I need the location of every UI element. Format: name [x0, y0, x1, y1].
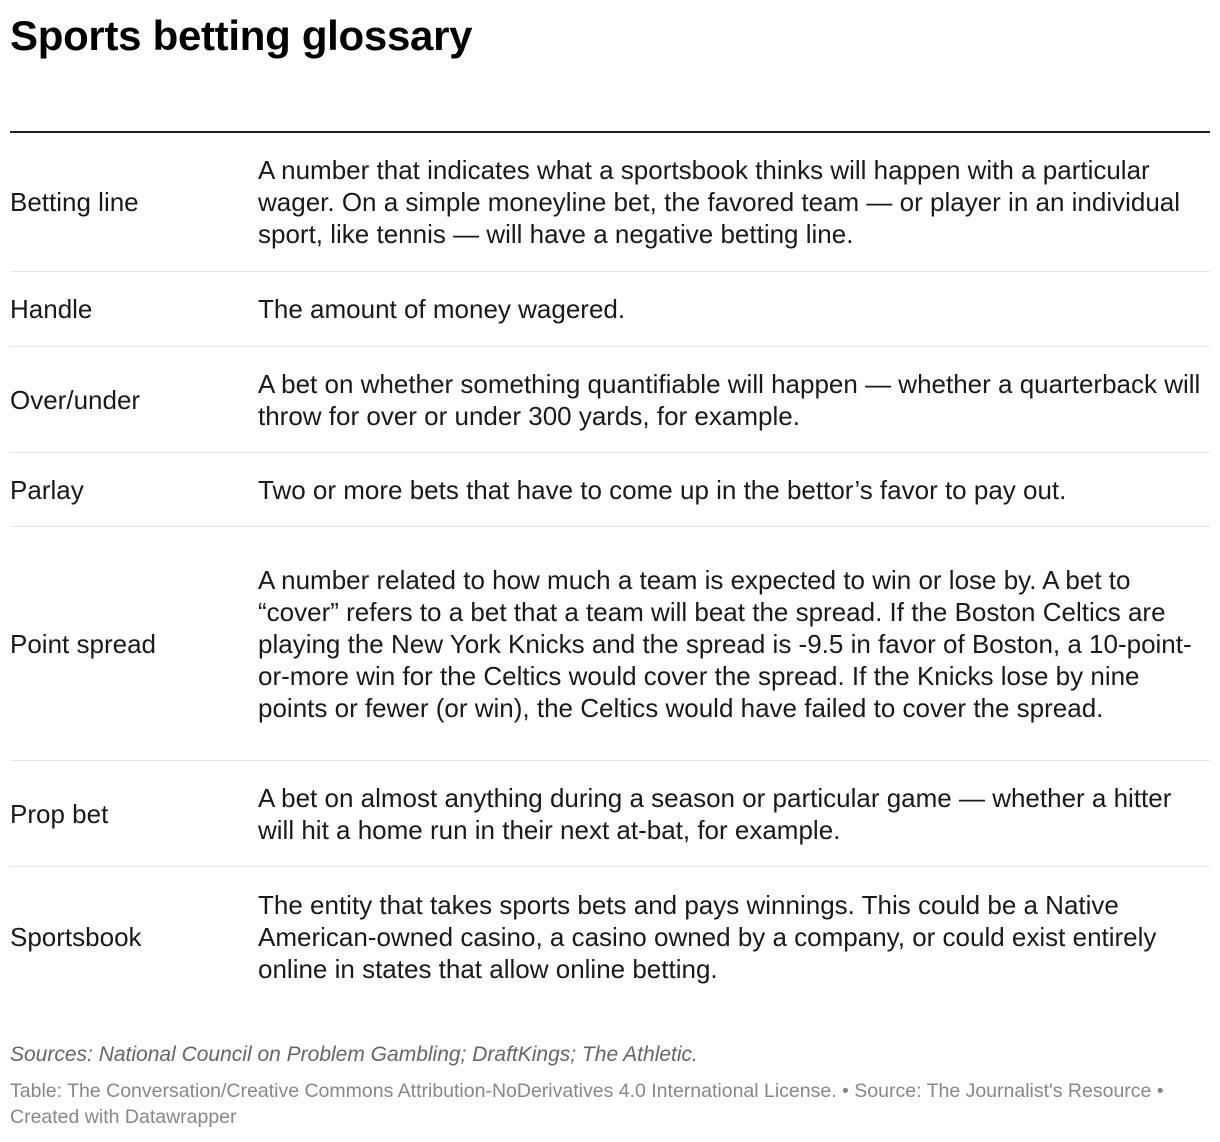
definition-cell: A bet on whether something quantifiable will happen — whether a quarterback will throw for over or under 300 yards, for example. — [258, 368, 1201, 431]
table-row — [10, 272, 1210, 347]
table-row — [10, 761, 1210, 867]
sources-note: Sources: National Council on Problem Gambling; DraftKings; The Athletic. — [10, 1043, 698, 1066]
table-row — [10, 867, 1210, 1007]
term-cell: Sportsbook — [10, 922, 142, 952]
footer-credit: Table: The Conversation/Creative Commons Attribution-NoDerivatives 4.0 International License. • Source: The Journalist's Resource • Created with Datawrapper — [10, 1080, 1164, 1128]
term-cell: Parlay — [10, 474, 84, 505]
table-row — [10, 453, 1210, 527]
definition-cell: The entity that takes sports bets and pays winnings. This could be a Native American-owned casino, a casino owned by a company, or could exist entirely online in states that allow online betting. — [258, 890, 1157, 984]
term-cell: Prop bet — [10, 798, 109, 829]
table-row — [10, 527, 1210, 761]
definition-cell: The amount of money wagered. — [258, 294, 626, 324]
term-cell: Handle — [10, 294, 93, 324]
page-title: Sports betting glossary — [10, 12, 473, 59]
term-cell: Point spread — [10, 628, 156, 659]
table-row — [10, 347, 1210, 453]
glossary-figure — [10, 0, 1210, 1128]
definition-cell: A number that indicates what a sportsbook thinks will happen with a particular wager. On a simple moneyline bet, the favored team — or player in an individual sport, like tennis — will have a negative betting line. — [258, 155, 1181, 249]
definition-cell: A number related to how much a team is expected to win or lose by. A bet to “cover” refers to a bet that a team will beat the spread. If the Boston Celtics are playing the New York Knicks and the spread is -9.5 in favor of Boston, a 10-point-or-more win for the Celtics would cover the spread. If the Knicks lose by nine points or fewer (or win), the Celtics would have failed to cover the spread. — [258, 564, 1192, 723]
term-cell: Betting line — [10, 187, 139, 217]
term-cell: Over/under — [10, 384, 141, 415]
definition-cell: Two or more bets that have to come up in the bettor’s favor to pay out. — [258, 474, 1067, 505]
glossary-table — [10, 131, 1210, 1007]
definition-cell: A bet on almost anything during a season or particular game — whether a hitter will hit a home run in their next at-bat, for example. — [258, 782, 1172, 845]
table-row — [10, 133, 1210, 272]
